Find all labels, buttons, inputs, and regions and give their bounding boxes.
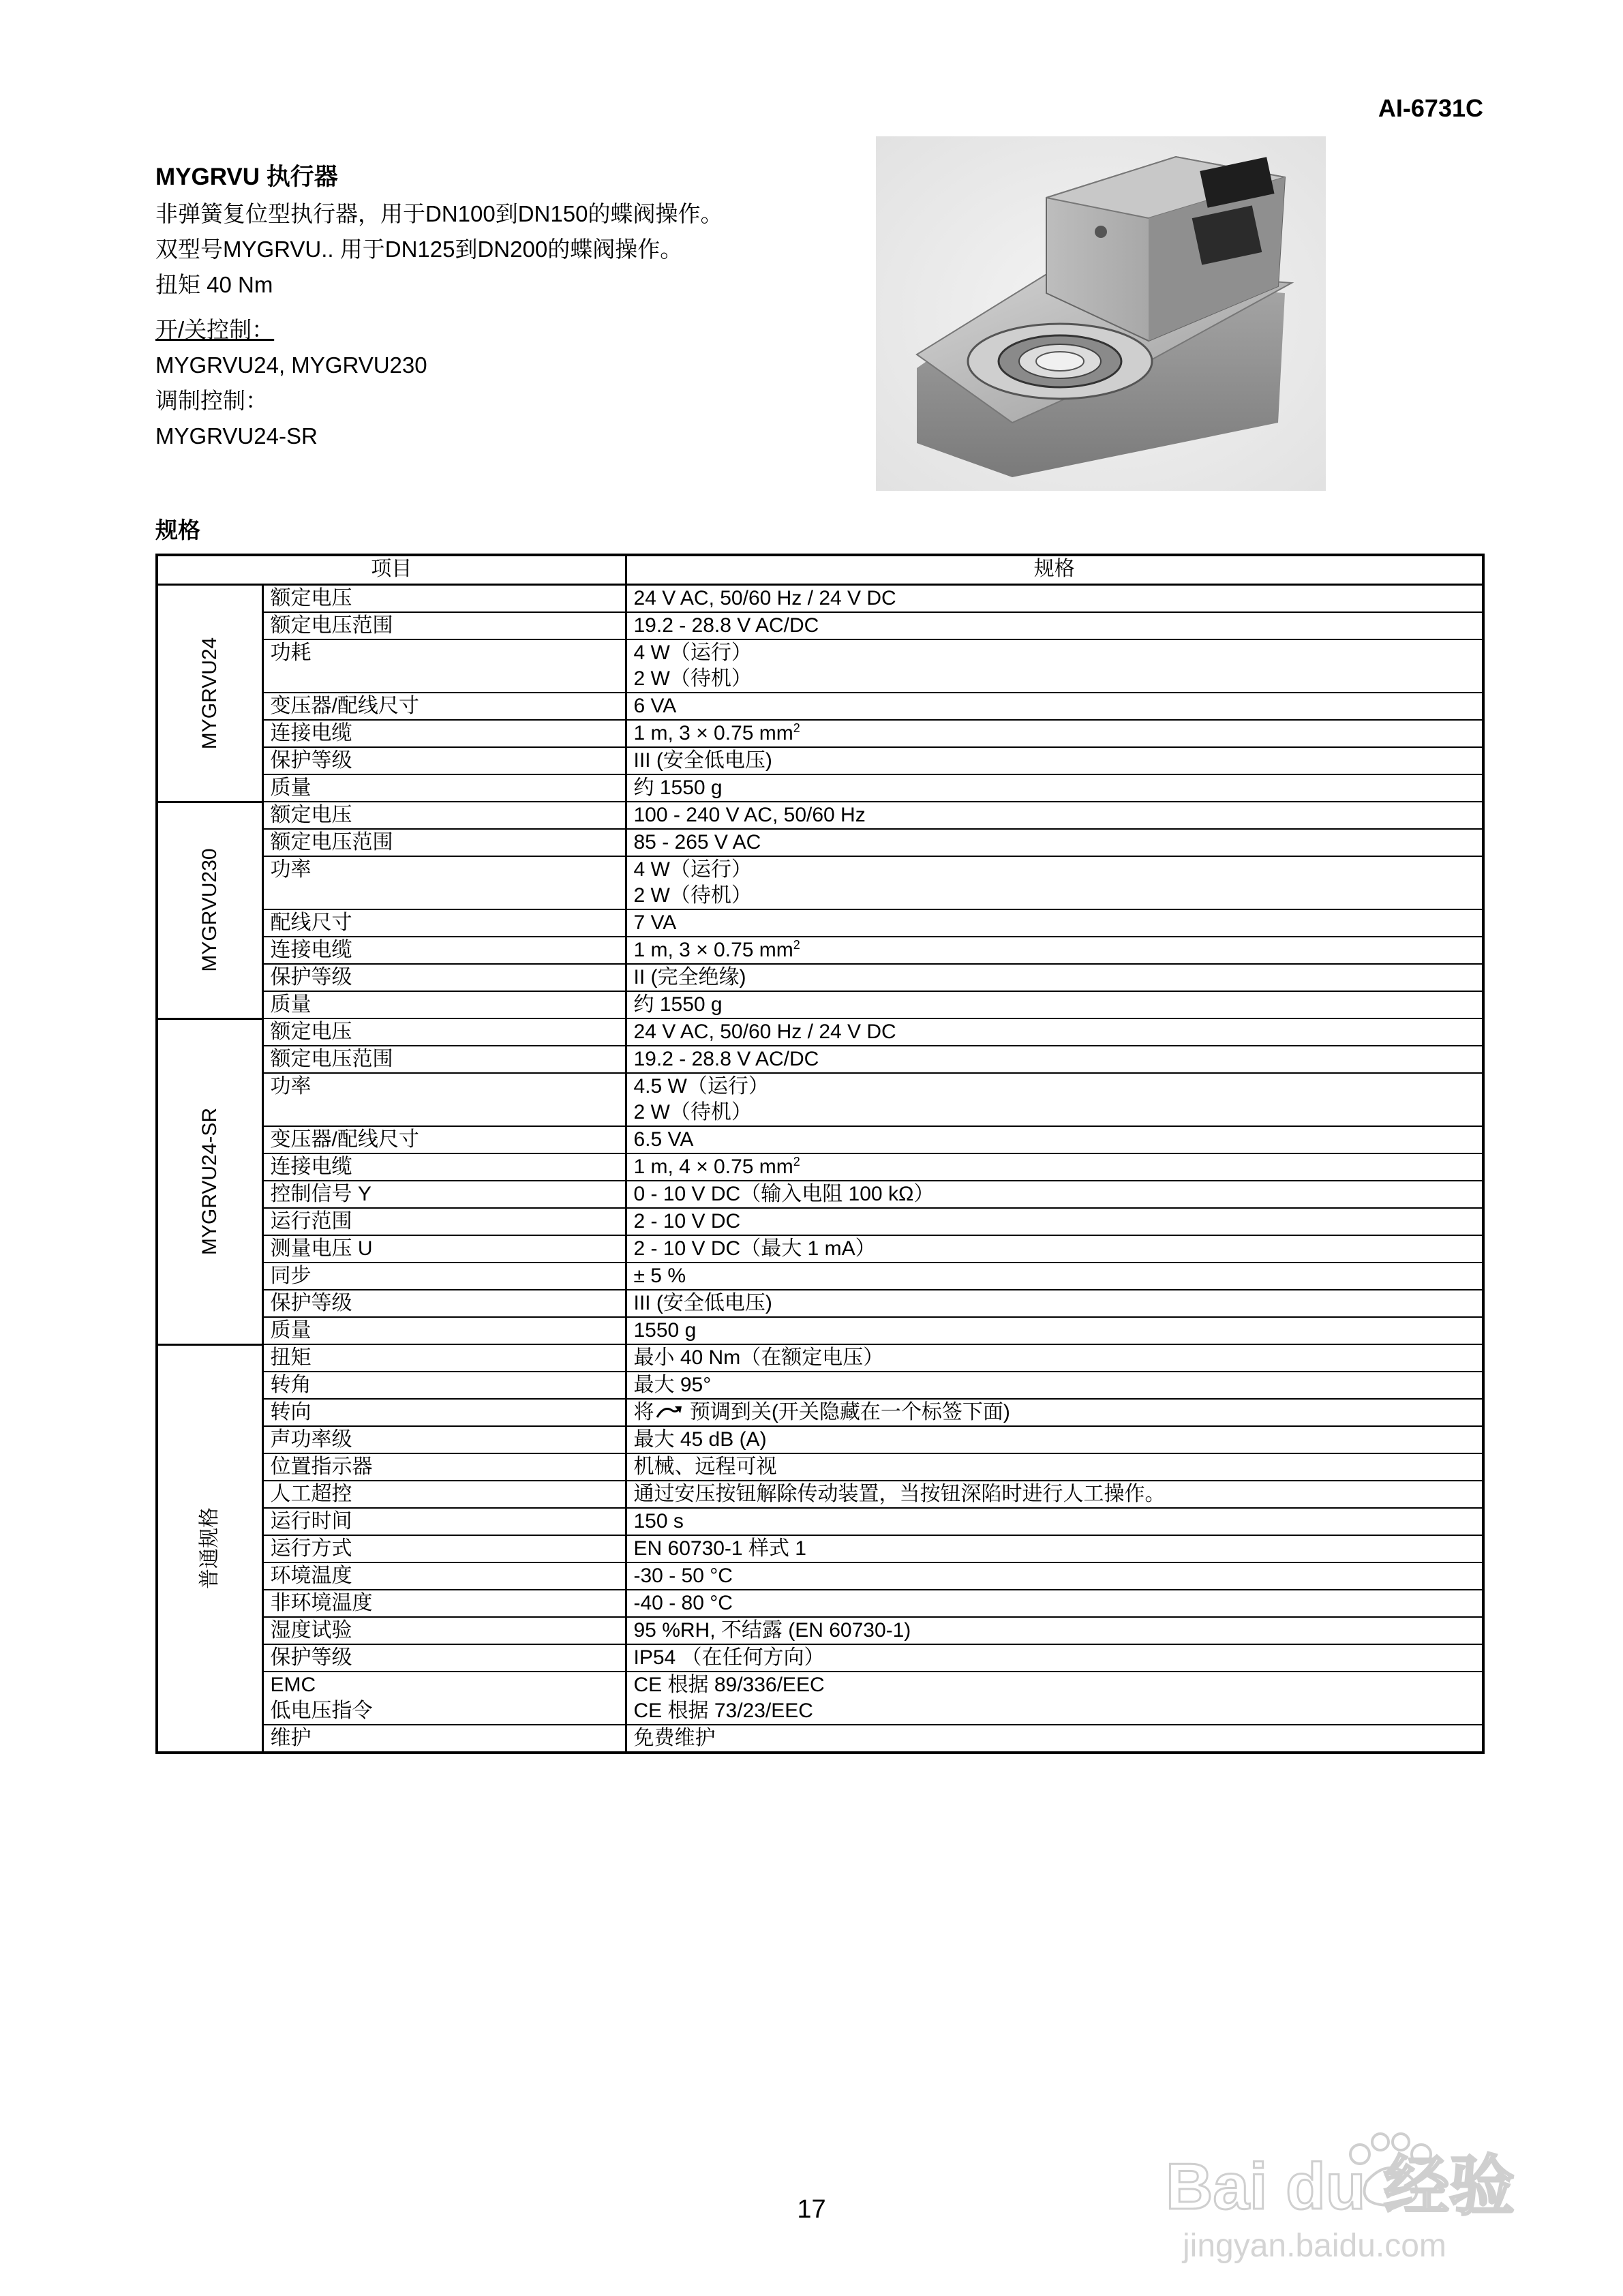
group-label: MYGRVU230 [198,848,221,972]
value-cell: 95 %RH, 不结露 (EN 60730-1) [626,1617,1483,1644]
intro-block [155,158,723,454]
product-title: MYGRVU 执行器 [155,164,338,190]
value-cell: -40 - 80 °C [626,1590,1483,1617]
item-cell: 额定电压范围 [262,1046,626,1073]
header-spec: 规格 [626,555,1483,585]
value-cell: 0 - 10 V DC（输入电阻 100 kΩ） [626,1181,1483,1208]
table-header-row [157,555,1483,585]
table-row [157,1372,1483,1399]
item-cell: 额定电压 [262,802,626,829]
header-item: 项目 [157,555,626,585]
item-cell: 控制信号 Y [262,1181,626,1208]
table-row [157,856,1483,909]
group-label: MYGRVU24 [198,637,221,750]
value-line: 2 W（待机） [633,1101,752,1123]
superscript: 2 [793,721,800,735]
table-row [157,585,1483,613]
table-row [157,1590,1483,1617]
spec-heading: 规格 [155,517,200,543]
table-row [157,1046,1483,1073]
group-label: MYGRVU24-SR [198,1107,221,1256]
value-cell [626,1153,1483,1181]
table-row [157,1153,1483,1181]
item-cell: 质量 [262,1317,626,1344]
value-text: 1 m, 3 × 0.75 mm [633,939,793,961]
item-cell: 位置指示器 [262,1453,626,1481]
table-row [157,1481,1483,1508]
table-row [157,747,1483,774]
value-cell [626,1672,1483,1725]
table-row [157,1263,1483,1290]
watermark-url: jingyan.baidu.com [1183,2228,1446,2264]
table-row [157,1644,1483,1672]
spec-table [155,554,1485,1754]
value-cell [626,937,1483,964]
table-row [157,1535,1483,1562]
value-cell: 最大 45 dB (A) [626,1426,1483,1453]
table-row [157,1018,1483,1046]
value-line: CE 根据 89/336/EEC [633,1674,825,1696]
value-cell [626,639,1483,693]
table-row [157,909,1483,937]
value-cell: 6.5 VA [626,1126,1483,1153]
item-line: EMC [270,1674,316,1696]
item-cell: 变压器/配线尺寸 [262,693,626,720]
modulating-models: MYGRVU24-SR [155,423,318,449]
item-cell: 变压器/配线尺寸 [262,1126,626,1153]
table-row [157,991,1483,1018]
table-row [157,964,1483,991]
value-text: 将 [633,1401,654,1423]
item-cell: 额定电压范围 [262,612,626,639]
value-text: 1 m, 3 × 0.75 mm [633,722,793,744]
value-cell: 7 VA [626,909,1483,937]
table-row [157,1508,1483,1535]
table-row [157,1126,1483,1153]
table-row [157,802,1483,829]
item-cell: 额定电压范围 [262,829,626,856]
value-cell: 1550 g [626,1317,1483,1344]
value-cell: 最大 95° [626,1372,1483,1399]
superscript: 2 [793,1155,800,1168]
item-cell: 声功率级 [262,1426,626,1453]
item-cell: 连接电缆 [262,1153,626,1181]
watermark [1155,2106,1564,2270]
group-cell-mygrvu24 [157,585,262,802]
value-line: 4.5 W（运行） [633,1075,769,1098]
value-text: 预调到关(开关隐藏在一个标签下面) [684,1401,1010,1423]
item-cell: 配线尺寸 [262,909,626,937]
superscript: 2 [793,938,800,952]
item-cell: 测量电压 U [262,1235,626,1263]
item-cell: 人工超控 [262,1481,626,1508]
table-row [157,612,1483,639]
table-row [157,1317,1483,1344]
watermark-brand: Bai du 经验 [1166,2150,1515,2223]
group-cell-mygrvu230 [157,802,262,1018]
table-row [157,1617,1483,1644]
value-cell: 6 VA [626,693,1483,720]
table-row [157,1290,1483,1317]
value-cell [626,1073,1483,1126]
value-cell [626,720,1483,747]
value-line: 2 W（待机） [633,667,752,690]
onoff-models: MYGRVU24, MYGRVU230 [155,352,427,378]
item-cell: 功率 [262,856,626,909]
item-cell: 连接电缆 [262,720,626,747]
table-row [157,720,1483,747]
table-row [157,1399,1483,1426]
group-cell-mygrvu24-sr [157,1018,262,1344]
value-cell: 约 1550 g [626,991,1483,1018]
value-cell: II (完全绝缘) [626,964,1483,991]
item-cell: 连接电缆 [262,937,626,964]
value-cell: 19.2 - 28.8 V AC/DC [626,1046,1483,1073]
item-cell: 维护 [262,1725,626,1753]
value-cell: 免费维护 [626,1725,1483,1753]
item-cell: 保护等级 [262,1290,626,1317]
item-cell: 转角 [262,1372,626,1399]
item-cell: 功耗 [262,639,626,693]
table-row [157,1208,1483,1235]
table-row [157,829,1483,856]
value-line: CE 根据 73/23/EEC [633,1700,813,1722]
item-cell: 功率 [262,1073,626,1126]
table-row [157,1426,1483,1453]
item-cell: 运行方式 [262,1535,626,1562]
value-cell: 100 - 240 V AC, 50/60 Hz [626,802,1483,829]
value-cell [626,856,1483,909]
value-line: 4 W（运行） [633,641,752,664]
value-cell: 2 - 10 V DC（最大 1 mA） [626,1235,1483,1263]
value-cell: 通过安压按钮解除传动装置，当按钮深陷时进行人工操作。 [626,1481,1483,1508]
item-line: 低电压指令 [270,1700,373,1722]
table-row [157,1344,1483,1372]
page-number: 17 [797,2195,826,2224]
document-id: AI-6731C [1378,94,1483,122]
value-cell: 机械、远程可视 [626,1453,1483,1481]
value-line: 4 W（运行） [633,858,752,881]
value-cell: 2 - 10 V DC [626,1208,1483,1235]
value-cell: 约 1550 g [626,774,1483,802]
value-cell [626,1399,1483,1426]
value-cell: ± 5 % [626,1263,1483,1290]
description-line-2: 双型号MYGRVU.. 用于DN125到DN200的蝶阀操作。 [155,237,683,262]
item-cell: 同步 [262,1263,626,1290]
item-cell: 环境温度 [262,1562,626,1590]
value-cell: 85 - 265 V AC [626,829,1483,856]
item-cell: 转向 [262,1399,626,1426]
item-cell: 非环境温度 [262,1590,626,1617]
value-cell: 24 V AC, 50/60 Hz / 24 V DC [626,585,1483,613]
value-cell: IP54 （在任何方向） [626,1644,1483,1672]
table-row [157,774,1483,802]
item-cell: 保护等级 [262,747,626,774]
actuator-photo [876,136,1326,491]
item-cell: 保护等级 [262,964,626,991]
table-row [157,1672,1483,1725]
table-row [157,1073,1483,1126]
item-cell: 额定电压 [262,1018,626,1046]
table-row [157,693,1483,720]
onoff-heading: 开/关控制： [155,317,275,342]
item-cell: 质量 [262,774,626,802]
item-cell: 额定电压 [262,585,626,613]
table-row [157,1453,1483,1481]
item-cell: 运行范围 [262,1208,626,1235]
value-cell: EN 60730-1 样式 1 [626,1535,1483,1562]
item-cell: 湿度试验 [262,1617,626,1644]
item-cell: 保护等级 [262,1644,626,1672]
table-row [157,937,1483,964]
group-cell-general [157,1344,262,1753]
value-line: 2 W（待机） [633,884,752,907]
value-cell: 最小 40 Nm（在额定电压） [626,1344,1483,1372]
table-row [157,1562,1483,1590]
modulating-heading: 调制控制： [155,388,268,413]
description-line-1: 非弹簧复位型执行器，用于DN100到DN150的蝶阀操作。 [155,201,723,226]
value-text: 1 m, 4 × 0.75 mm [633,1155,793,1178]
value-cell: -30 - 50 °C [626,1562,1483,1590]
table-row [157,1235,1483,1263]
torque-line: 扭矩 40 Nm [155,272,273,297]
table-row [157,1181,1483,1208]
group-label: 普通规格 [198,1507,221,1590]
item-cell [262,1672,626,1725]
rotation-direction-icon [654,1404,684,1421]
item-cell: 扭矩 [262,1344,626,1372]
table-row [157,1725,1483,1753]
item-cell: 质量 [262,991,626,1018]
value-cell: III (安全低电压) [626,747,1483,774]
value-cell: 150 s [626,1508,1483,1535]
value-cell: 19.2 - 28.8 V AC/DC [626,612,1483,639]
table-row [157,639,1483,693]
item-cell: 运行时间 [262,1508,626,1535]
value-cell: III (安全低电压) [626,1290,1483,1317]
value-cell: 24 V AC, 50/60 Hz / 24 V DC [626,1018,1483,1046]
